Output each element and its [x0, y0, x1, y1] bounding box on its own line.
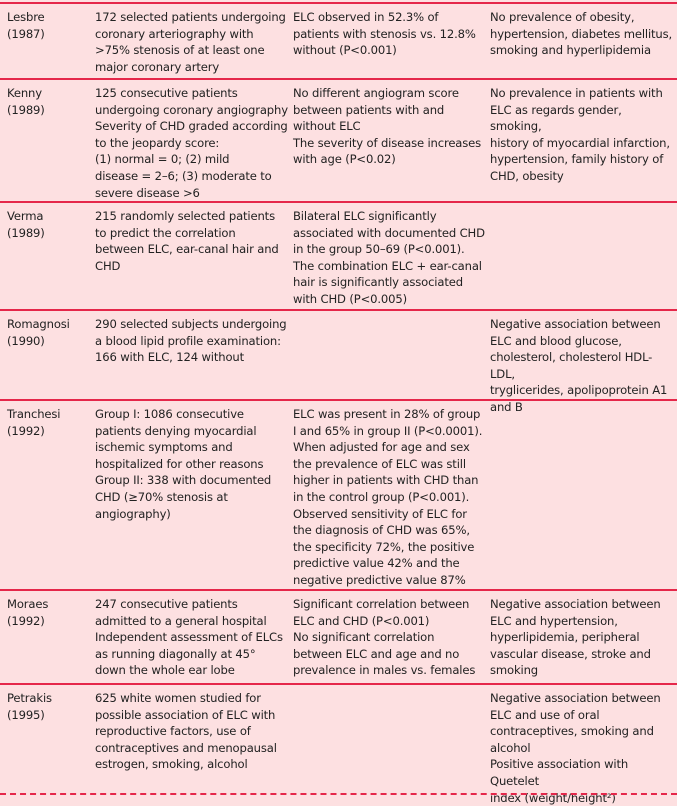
population-cell: 172 selected patients undergoing coronary arteriography with >75% stenosis of at least one major coronary artery — [95, 10, 286, 74]
population-cell: 290 selected subjects undergoing a blood lipid profile examination: 166 with ELC, 124 without — [95, 317, 287, 365]
associations-cell: No prevalence in patients with ELC as regards gender, smoking, history of myocardial infarction, hypertension, family history of CHD, obesity — [490, 86, 670, 183]
associations-cell: Negative association between ELC and blood glucose, cholesterol, cholesterol HDL-LDL, tryglicerides, apolipoprotein A1 and B — [490, 317, 668, 414]
study-cell: Kenny (1989) — [7, 86, 45, 117]
findings-cell: ELC was present in 28% of group I and 65% in group II (P<0.0001). When adjusted for age and sex the prevalence of ELC was still higher in patients with CHD than in the control group (P<0.001). Observed sensitivity of ELC for the diagnosis of CHD was 65%, the specificity 72%, the positive predictive value 42% and the negative predictive value 87% — [293, 407, 483, 587]
findings-cell: Bilateral ELC significantly associated with documented CHD in the group 50–69 (P<0.001). The combination ELC + ear-canal hair is significantly associated with CHD (P<0.005) — [293, 209, 485, 306]
study-cell: Tranchesi (1992) — [7, 407, 61, 438]
table-row-kenny — [0, 78, 677, 201]
table-row-verma — [0, 201, 677, 309]
associations-cell: Negative association between ELC and hypertension, hyperlipidemia, peripheral vascular disease, stroke and smoking — [490, 597, 661, 678]
associations-cell: Negative association between ELC and use of oral contraceptives, smoking and alcohol Positive association with Quetelet index (weight/height²) — [490, 691, 661, 805]
population-cell: 247 consecutive patients admitted to a general hospital Independent assessment of ELCs as running diagonally at 45° down the whole ear lobe — [95, 597, 283, 678]
table-row-romagnosi — [0, 309, 677, 414]
study-cell: Lesbre (1987) — [7, 10, 45, 41]
table-continuation-divider — [0, 793, 677, 795]
table-row-petrakis — [0, 683, 677, 805]
study-cell: Petrakis (1995) — [7, 691, 52, 722]
population-cell: 215 randomly selected patients to predict the correlation between ELC, ear-canal hair and CHD — [95, 209, 279, 273]
table-row-moraes — [0, 589, 677, 683]
findings-cell: ELC observed in 52.3% of patients with stenosis vs. 12.8% without (P<0.001) — [293, 10, 476, 58]
study-cell: Moraes (1992) — [7, 597, 49, 628]
associations-cell: No prevalence of obesity, hypertension, diabetes mellitus, smoking and hyperlipidemia — [490, 10, 673, 58]
population-cell: 125 consecutive patients undergoing coronary angiography Severity of CHD graded according to the jeopardy score: (1) normal = 0; (2) mild disease = 2–6; (3) moderate to severe disease >6 — [95, 86, 288, 200]
table-row-lesbre — [0, 2, 677, 78]
population-cell: 625 white women studied for possible association of ELC with reproductive factors, use of contraceptives and menopausal estrogen, smoking, alcohol — [95, 691, 277, 772]
study-cell: Verma (1989) — [7, 209, 45, 240]
table-row-tranchesi — [0, 399, 677, 589]
study-cell: Romagnosi (1990) — [7, 317, 70, 348]
findings-cell: No different angiogram score between patients with and without ELC The severity of disease increases with age (P<0.02) — [293, 86, 482, 167]
findings-cell: Significant correlation between ELC and CHD (P<0.001) No significant correlation between ELC and age and no prevalence in males vs. females — [293, 597, 476, 678]
population-cell: Group I: 1086 consecutive patients denying myocardial ischemic symptoms and hospitalized for other reasons Group II: 338 with documented CHD (≥70% stenosis at angiography) — [95, 407, 272, 521]
